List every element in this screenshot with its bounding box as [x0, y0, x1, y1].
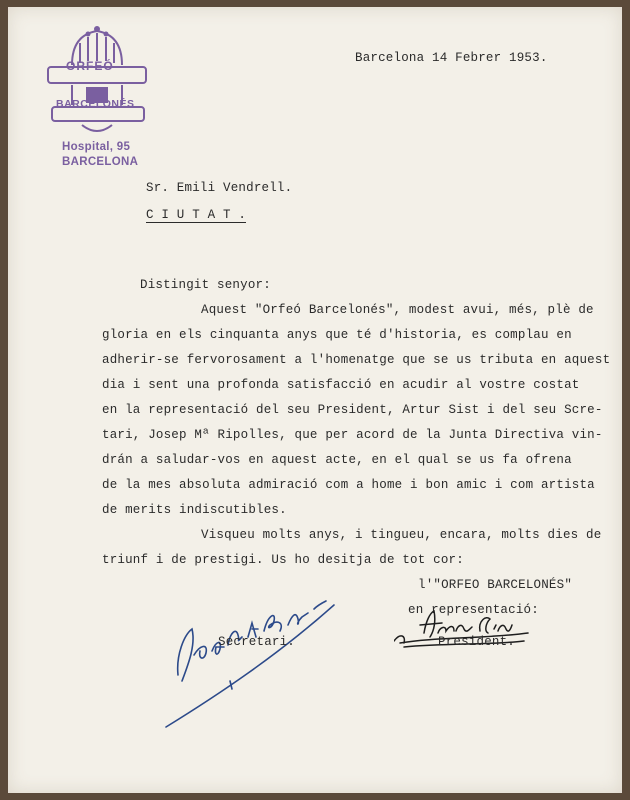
- representation-line: en representació:: [408, 603, 539, 617]
- org-line: l'"ORFEO BARCELONÉS": [418, 578, 573, 592]
- salutation: Distingit senyor:: [140, 278, 271, 292]
- body-line: en la representació del seu President, Artur Sist i del seu Scre-: [102, 403, 603, 417]
- body-line: tari, Josep Mª Ripolles, que per acord de la Junta Directiva vin-: [102, 428, 603, 442]
- secretary-label: Secretari.: [218, 635, 296, 649]
- date-line: Barcelona 14 Febrer 1953.: [355, 51, 548, 65]
- body-line: adherir-se fervorosament a l'homenatge que se us tributa en aquest: [102, 353, 611, 367]
- letterhead-address-street: Hospital, 95: [62, 141, 131, 153]
- secretary-signature: [158, 585, 338, 735]
- body-line: de la mes absoluta admiració com a home i bon amic i com artista: [102, 478, 595, 492]
- recipient-name: Sr. Emili Vendrell.: [146, 181, 293, 195]
- closing-line: triunf i de prestigi. Us ho desitja de tot cor:: [102, 553, 464, 567]
- letterhead-address-city: BARCELONA: [62, 156, 139, 168]
- body-line: Aquest "Orfeó Barcelonés", modest avui, més, plè de: [201, 303, 594, 317]
- seal-top-text: ORFEÓ: [66, 59, 114, 73]
- seal-bottom-text: BARCELONÉS: [56, 98, 135, 110]
- body-line: drán a saludar-vos en aquest acte, en el qual se us fa ofrena: [102, 453, 572, 467]
- president-label: President.: [438, 635, 516, 649]
- body-line: de merits indiscutibles.: [102, 503, 287, 517]
- closing-line: Visqueu molts anys, i tingueu, encara, molts dies de: [201, 528, 602, 542]
- recipient-city: C I U T A T .: [146, 208, 247, 222]
- orfeo-seal-logo: [42, 25, 152, 143]
- letter-page: [8, 7, 622, 793]
- body-line: dia i sent una profonda satisfacció en acudir al vostre costat: [102, 378, 580, 392]
- body-line: gloria en els cinquanta anys que té d'historia, es complau en: [102, 328, 572, 342]
